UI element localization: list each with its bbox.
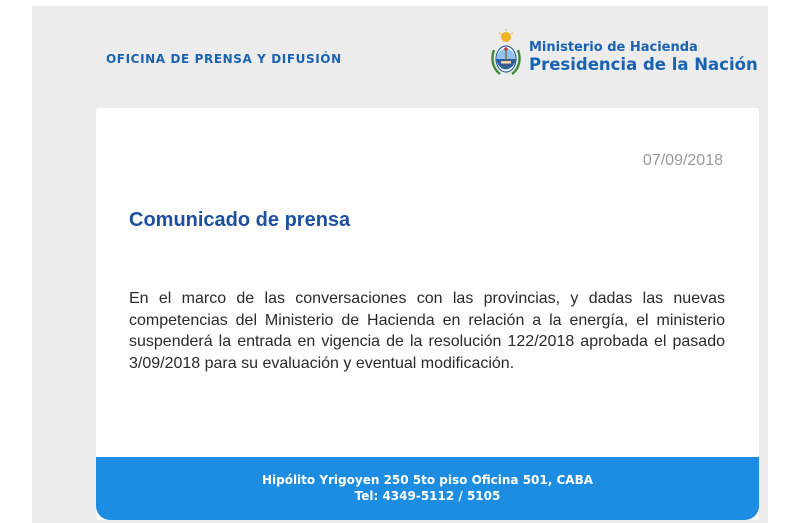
- argentina-coat-of-arms-icon: [490, 28, 522, 78]
- ministry-logo-block: [490, 28, 760, 80]
- document-date: 07/09/2018: [642, 152, 723, 169]
- document-title: Comunicado de prensa: [129, 209, 351, 231]
- office-label: OFICINA DE PRENSA Y DIFUSIÓN: [106, 52, 342, 66]
- ministry-text: [529, 40, 758, 75]
- press-release-sheet: [32, 6, 768, 523]
- presidency-name: Presidencia de la Nación: [529, 55, 758, 74]
- ministry-name: Ministerio de Hacienda: [529, 40, 698, 55]
- contact-footer: [96, 457, 759, 520]
- footer-address: Hipólito Yrigoyen 250 5to piso Oficina 501, CABA: [261, 473, 594, 487]
- footer-phone: Tel: 4349-5112 / 5105: [354, 489, 501, 503]
- document-body: En el marco de las conversaciones con las provincias, y dadas las nuevas competencias del Ministerio de Hacienda en relación a la energía, el ministerio suspenderá la entrada en vigencia de la resolución 122/2018 aprobada el pasado 3/09/2018 para su evaluación y eventual modificación.: [129, 290, 725, 372]
- content-card: [96, 108, 759, 520]
